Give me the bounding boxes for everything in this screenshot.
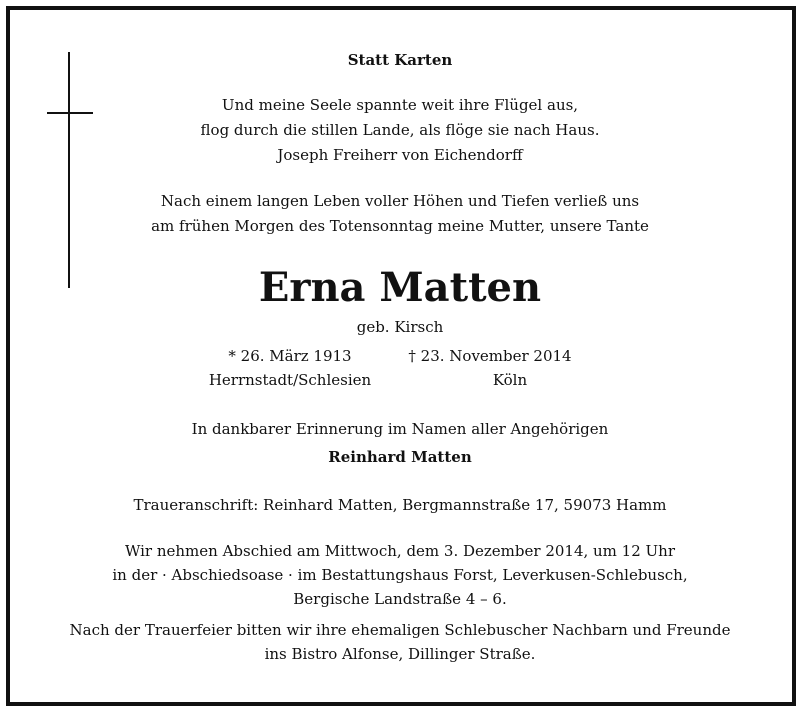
birth-date: * 26. März 1913 [228,347,352,365]
poem-line-2: flog durch die stillen Lande, als flöge sie nach Haus. [200,121,600,139]
poem-line-1: Und meine Seele spannte weit ihre Flügel aus, [221,96,579,114]
intro-line-1: Nach einem langen Leben voller Höhen und Tiefen verließ uns [160,192,640,210]
after-ceremony-line-2: ins Bistro Alfonse, Dillinger Straße. [264,645,536,663]
death-place: Köln [492,371,528,389]
deceased-name: Erna Matten [258,264,542,311]
remembrance-line: In dankbarer Erinnerung im Namen aller Angehörigen [191,420,609,438]
farewell-line-2: in der · Abschiedsoase · im Bestattungshaus Forst, Leverkusen-Schlebusch, [112,566,688,584]
signatory: Reinhard Matten [328,448,472,466]
mourning-address: Traueranschrift: Reinhard Matten, Bergmannstraße 17, 59073 Hamm [133,496,667,514]
header-statt-karten: Statt Karten [347,51,453,69]
poem-author: Joseph Freiherr von Eichendorff [277,146,523,164]
death-date: † 23. November 2014 [408,347,572,365]
after-ceremony-line-1: Nach der Trauerfeier bitten wir ihre ehemaligen Schlebuscher Nachbarn und Freunde [69,621,731,639]
cross-icon [68,52,70,288]
birth-place: Herrnstadt/Schlesien [208,371,372,389]
farewell-line-1: Wir nehmen Abschied am Mittwoch, dem 3. Dezember 2014, um 12 Uhr [124,542,676,560]
farewell-line-3: Bergische Landstraße 4 – 6. [293,590,507,608]
maiden-name: geb. Kirsch [356,318,444,336]
intro-line-2: am frühen Morgen des Totensonntag meine Mutter, unsere Tante [151,217,649,235]
